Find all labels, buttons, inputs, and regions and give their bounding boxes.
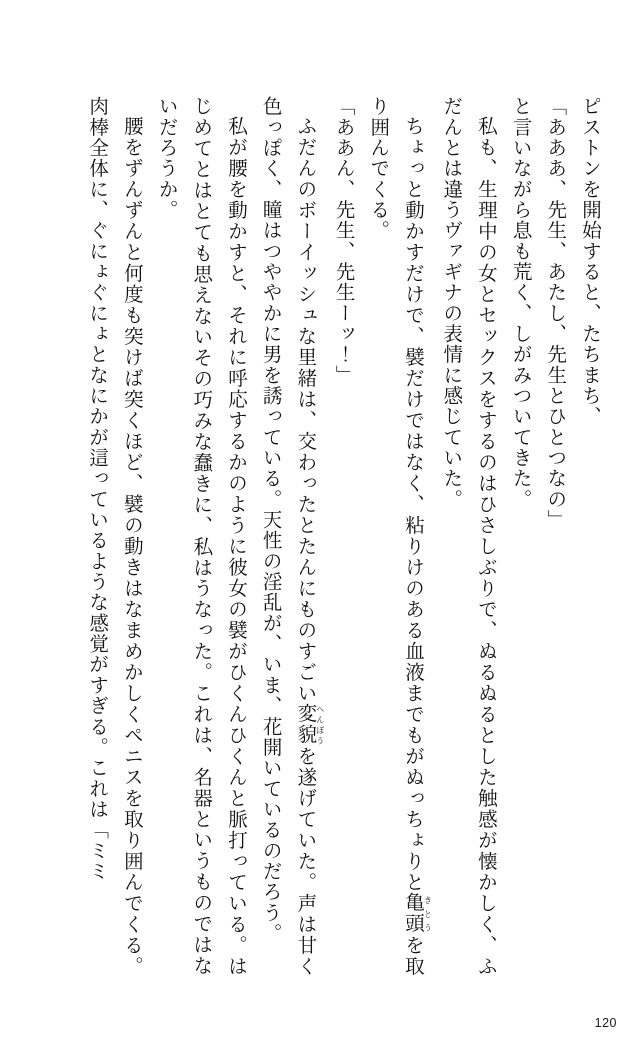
page-number: 120 xyxy=(594,1016,617,1030)
paragraph-text: 腰をずんずんと何度も突けば突くほど、襞の動きはなまめかしくペニスを取り囲んでくる。肉棒全体に、ぐにょぐにょとなにかが這っているような感覚がすぎる。これは「ミミ xyxy=(86,96,144,976)
ruby-annotation: 変貌へんぼう xyxy=(294,703,326,746)
paragraph: と言いながら息も荒く、しがみついてきた。 xyxy=(509,96,533,510)
paragraph-text: 私も、生理中の女とセックスをするのはひさしぶりで、ぬるぬるとした触感が懐かしく、ふだんとは違うヴァギナの表情に感じていた。 xyxy=(440,96,498,976)
ruby-annotation: 亀頭きとう xyxy=(401,892,434,935)
paragraph: ピストンを開始すると、たちまち、 xyxy=(579,96,602,427)
paragraph: ふだんのボーイッシュな里緒は、交わったとたんにものすごい変貌へんぼうを遂げていた。声は甘く色っぽく、瞳はつややかに男を誘っている。天性の淫乱が、いま、花開いているのだろう。 xyxy=(259,96,326,976)
paragraph-text: 私が腰を動かすと、それに呼応するかのように彼女の襞がひくんひくんと脈打っている。はじめてとはとても思えないその巧みな蠢きに、私はうなった。これは、名器というものではないだろうか。 xyxy=(155,96,248,976)
body-text-column xyxy=(64,96,607,976)
paragraph xyxy=(433,96,502,976)
paragraph: ちょっと動かすだけで、襞だけではなく、粘りけのある血液までもがぬっちょりと亀頭きとうを取り囲んでくる。 xyxy=(367,96,434,976)
paragraph xyxy=(79,96,148,976)
paragraph xyxy=(149,96,253,976)
paragraph: 「あああ、先生、あたし、先生とひとつなの」 xyxy=(544,96,568,531)
paragraph: 「ああん、先生、先生ーッ！」 xyxy=(332,96,356,386)
